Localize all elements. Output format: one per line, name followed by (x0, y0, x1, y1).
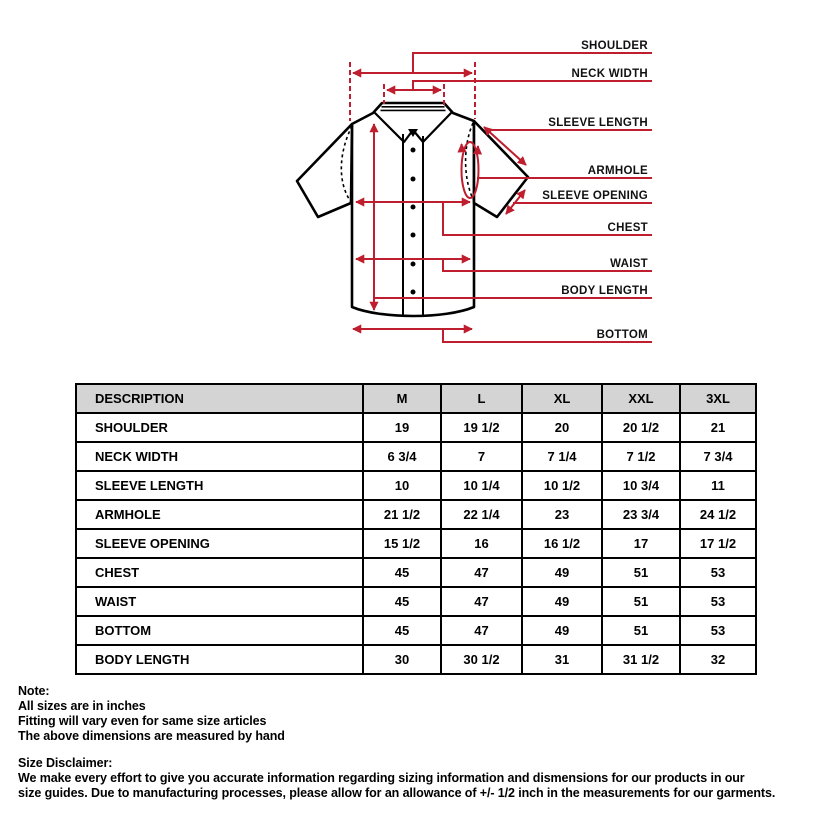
size-value-cell: 19 1/2 (441, 413, 522, 442)
size-value-cell: 17 1/2 (680, 529, 756, 558)
waist-label: WAIST (610, 258, 648, 270)
size-value-cell: 20 (522, 413, 602, 442)
size-value-cell: 6 3/4 (363, 442, 441, 471)
notes-title: Note: (18, 684, 50, 698)
row-label: NECK WIDTH (76, 442, 363, 471)
size-value-cell: 51 (602, 587, 680, 616)
size-value-cell: 19 (363, 413, 441, 442)
armhole-arrowhead (478, 146, 479, 154)
size-value-cell: 49 (522, 616, 602, 645)
armhole-arrowhead (462, 144, 463, 152)
size-value-cell: 10 (363, 471, 441, 500)
size-value-cell: 10 1/4 (441, 471, 522, 500)
disclaimer-section (18, 756, 775, 801)
table-row (76, 587, 756, 616)
table-row (76, 500, 756, 529)
table-row (76, 471, 756, 500)
column-header-xl: XL (522, 384, 602, 413)
row-label: SHOULDER (76, 413, 363, 442)
size-value-cell: 30 (363, 645, 441, 674)
disclaimer-title: Size Disclaimer: (18, 756, 113, 770)
size-value-cell: 49 (522, 558, 602, 587)
armhole-label: ARMHOLE (587, 165, 648, 177)
size-value-cell: 45 (363, 616, 441, 645)
sleeve-length-label: SLEEVE LENGTH (548, 117, 648, 129)
size-value-cell: 24 1/2 (680, 500, 756, 529)
size-value-cell: 53 (680, 558, 756, 587)
column-header-3xl: 3XL (680, 384, 756, 413)
size-value-cell: 17 (602, 529, 680, 558)
table-row (76, 529, 756, 558)
size-value-cell: 11 (680, 471, 756, 500)
size-value-cell: 51 (602, 558, 680, 587)
note-line: The above dimensions are measured by hand (18, 729, 285, 743)
disclaimer-line: We make every effort to give you accurate information regarding sizing information and dismensions for our products in our (18, 771, 745, 785)
shirt-measurement-diagram (0, 0, 825, 378)
table-row (76, 645, 756, 674)
column-header-xxl: XXL (602, 384, 680, 413)
size-value-cell: 45 (363, 558, 441, 587)
size-value-cell: 45 (363, 587, 441, 616)
size-value-cell: 15 1/2 (363, 529, 441, 558)
size-value-cell: 49 (522, 587, 602, 616)
bottom-dimension (353, 329, 652, 342)
shoulder-label: SHOULDER (581, 40, 648, 52)
size-value-cell: 53 (680, 587, 756, 616)
row-label: BOTTOM (76, 616, 363, 645)
size-value-cell: 10 3/4 (602, 471, 680, 500)
size-value-cell: 7 1/2 (602, 442, 680, 471)
row-label: SLEEVE LENGTH (76, 471, 363, 500)
sleeve-opening-dimension (506, 190, 652, 214)
column-header-l: L (441, 384, 522, 413)
table-row (76, 616, 756, 645)
size-value-cell: 31 (522, 645, 602, 674)
neck-width-leader-line (413, 81, 652, 89)
note-line: All sizes are in inches (18, 699, 146, 713)
sleeve-opening-label: SLEEVE OPENING (542, 190, 648, 202)
size-value-cell: 47 (441, 616, 522, 645)
size-value-cell: 16 1/2 (522, 529, 602, 558)
neck-width-label: NECK WIDTH (571, 68, 648, 80)
row-label: WAIST (76, 587, 363, 616)
size-value-cell: 30 1/2 (441, 645, 522, 674)
row-label: SLEEVE OPENING (76, 529, 363, 558)
table-row (76, 442, 756, 471)
size-table (75, 383, 757, 675)
size-value-cell: 21 1/2 (363, 500, 441, 529)
size-value-cell: 7 1/4 (522, 442, 602, 471)
size-value-cell: 22 1/4 (441, 500, 522, 529)
bottom-label: BOTTOM (596, 329, 648, 341)
column-header-m: M (363, 384, 441, 413)
size-value-cell: 31 1/2 (602, 645, 680, 674)
row-label: CHEST (76, 558, 363, 587)
row-label: ARMHOLE (76, 500, 363, 529)
size-value-cell: 7 (441, 442, 522, 471)
size-value-cell: 47 (441, 558, 522, 587)
row-label: BODY LENGTH (76, 645, 363, 674)
size-table-header-row (76, 384, 756, 413)
notes-section (18, 684, 285, 744)
table-row (76, 413, 756, 442)
chest-label: CHEST (607, 222, 648, 234)
note-line: Fitting will vary even for same size articles (18, 714, 267, 728)
body-length-label: BODY LENGTH (561, 285, 648, 297)
size-value-cell: 10 1/2 (522, 471, 602, 500)
shirt-left-sleeve (297, 124, 352, 217)
size-value-cell: 53 (680, 616, 756, 645)
size-value-cell: 51 (602, 616, 680, 645)
size-value-cell: 32 (680, 645, 756, 674)
size-value-cell: 20 1/2 (602, 413, 680, 442)
column-header-description: DESCRIPTION (76, 384, 363, 413)
size-value-cell: 47 (441, 587, 522, 616)
size-value-cell: 23 (522, 500, 602, 529)
size-value-cell: 21 (680, 413, 756, 442)
table-row (76, 558, 756, 587)
size-value-cell: 23 3/4 (602, 500, 680, 529)
disclaimer-line: size guides. Due to manufacturing processes, please allow for an allowance of +/- 1/2 inch in the measurements for our garments. (18, 786, 776, 800)
size-value-cell: 7 3/4 (680, 442, 756, 471)
size-value-cell: 16 (441, 529, 522, 558)
